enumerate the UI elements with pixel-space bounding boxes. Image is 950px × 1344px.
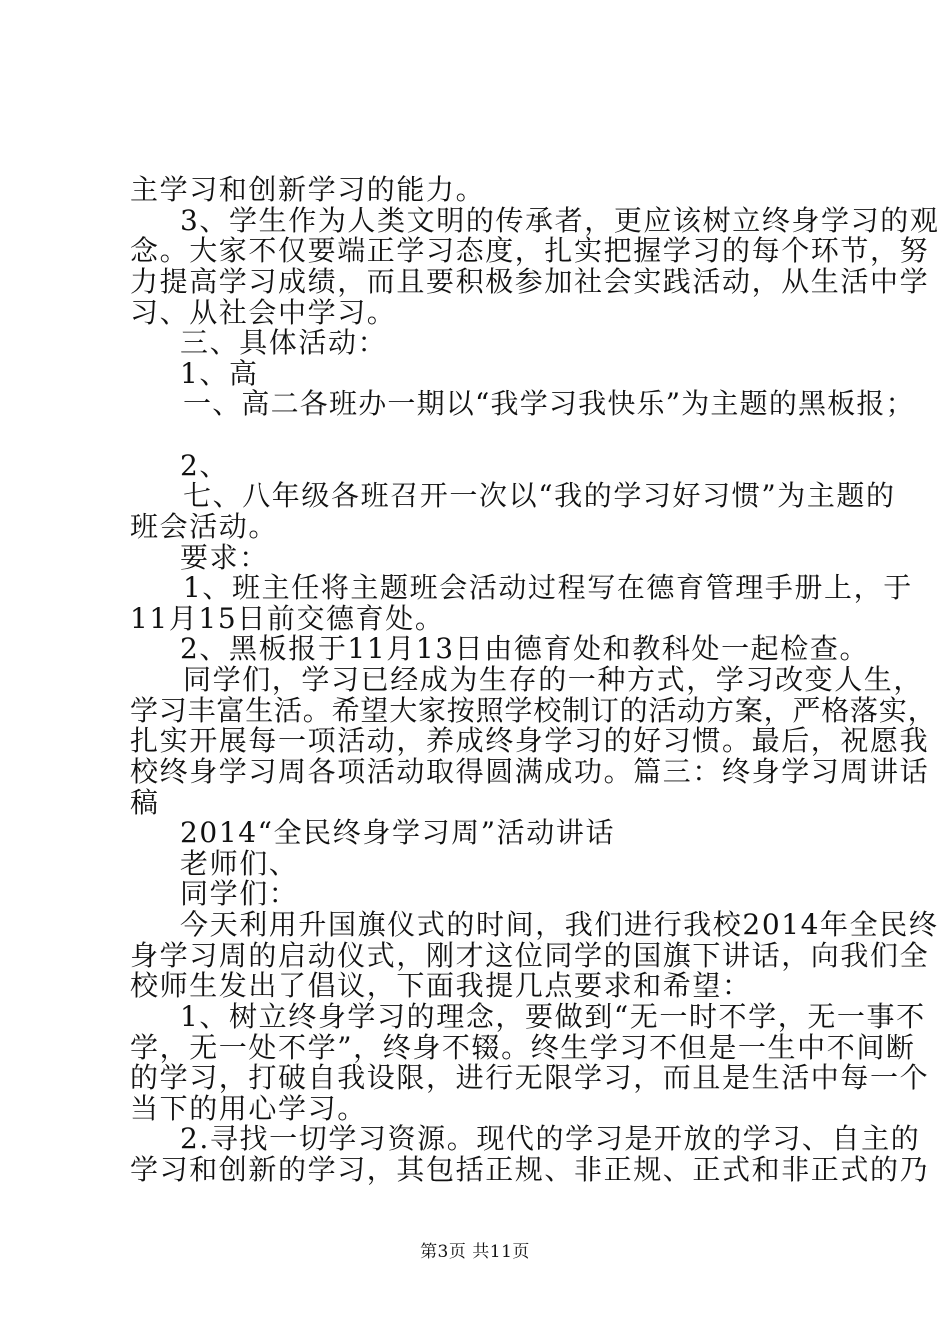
text-line: 同学们：	[180, 877, 299, 910]
text-line: 当下的用心学习。	[130, 1092, 367, 1125]
text-line: 校终身学习周各项活动取得圆满成功。篇三：终身学习周讲话	[130, 755, 930, 788]
text-line: 念。大家不仅要端正学习态度，扎实把握学习的每个环节，努	[130, 234, 930, 267]
text-line: 三、具体活动：	[180, 326, 388, 359]
text-line: 学习丰富生活。希望大家按照学校制订的活动方案，严格落实，	[130, 694, 937, 727]
text-line: 要求：	[180, 541, 269, 574]
text-line: 11月15日前交德育处。	[130, 602, 445, 635]
text-line: 身学习周的启动仪式，刚才这位同学的国旗下讲话，向我们全	[130, 939, 930, 972]
text-line: 今天利用升国旗仪式的时间，我们进行我校2014年全民终	[180, 908, 939, 941]
text-line: 2.寻找一切学习资源。现代的学习是开放的学习、自主的	[180, 1122, 921, 1155]
text-line: 2、黑板报于11月13日由德育处和教科处一起检查。	[180, 632, 870, 665]
text-line: 扎实开展每一项活动，养成终身学习的好习惯。最后，祝愿我	[130, 724, 930, 757]
text-line: 2014“全民终身学习周”活动讲话	[180, 816, 616, 849]
text-line: 的学习，打破自我设限，进行无限学习，而且是生活中每一个	[130, 1061, 930, 1094]
text-line: 主学习和创新学习的能力。	[130, 173, 486, 206]
text-line: 力提高学习成绩，而且要积极参加社会实践活动，从生活中学	[130, 265, 930, 298]
text-line: 七、八年级各班召开一次以“我的学习好习惯”为主题的	[183, 479, 896, 512]
text-line: 校师生发出了倡议，下面我提几点要求和希望：	[130, 969, 752, 1002]
text-line: 一、高二各班办一期以“我学习我快乐”为主题的黑板报；	[183, 387, 915, 420]
text-line: 1、班主任将主题班会活动过程写在德育管理手册上，于	[183, 571, 913, 604]
text-line: 班会活动。	[130, 510, 279, 543]
page-footer: 第3页 共11页	[420, 1242, 530, 1262]
text-line: 老师们、	[180, 847, 299, 880]
text-line: 1、树立终身学习的理念，要做到“无一时不学，无一事不	[180, 1000, 926, 1033]
text-line: 同学们，学习已经成为生存的一种方式，学习改变人生，	[183, 663, 924, 696]
text-line: 学习和创新的学习，其包括正规、非正规、正式和非正式的乃	[130, 1153, 930, 1186]
text-line: 习、从社会中学习。	[130, 296, 397, 329]
text-line: 1、高	[180, 357, 259, 390]
text-line: 3、学生作为人类文明的传承者，更应该树立终身学习的观	[180, 204, 940, 237]
text-line: 2、	[180, 449, 230, 482]
text-line: 稿	[130, 786, 160, 819]
text-line: 学，无一处不学”，终身不辍。终生学习不但是一生中不间断	[130, 1031, 916, 1064]
